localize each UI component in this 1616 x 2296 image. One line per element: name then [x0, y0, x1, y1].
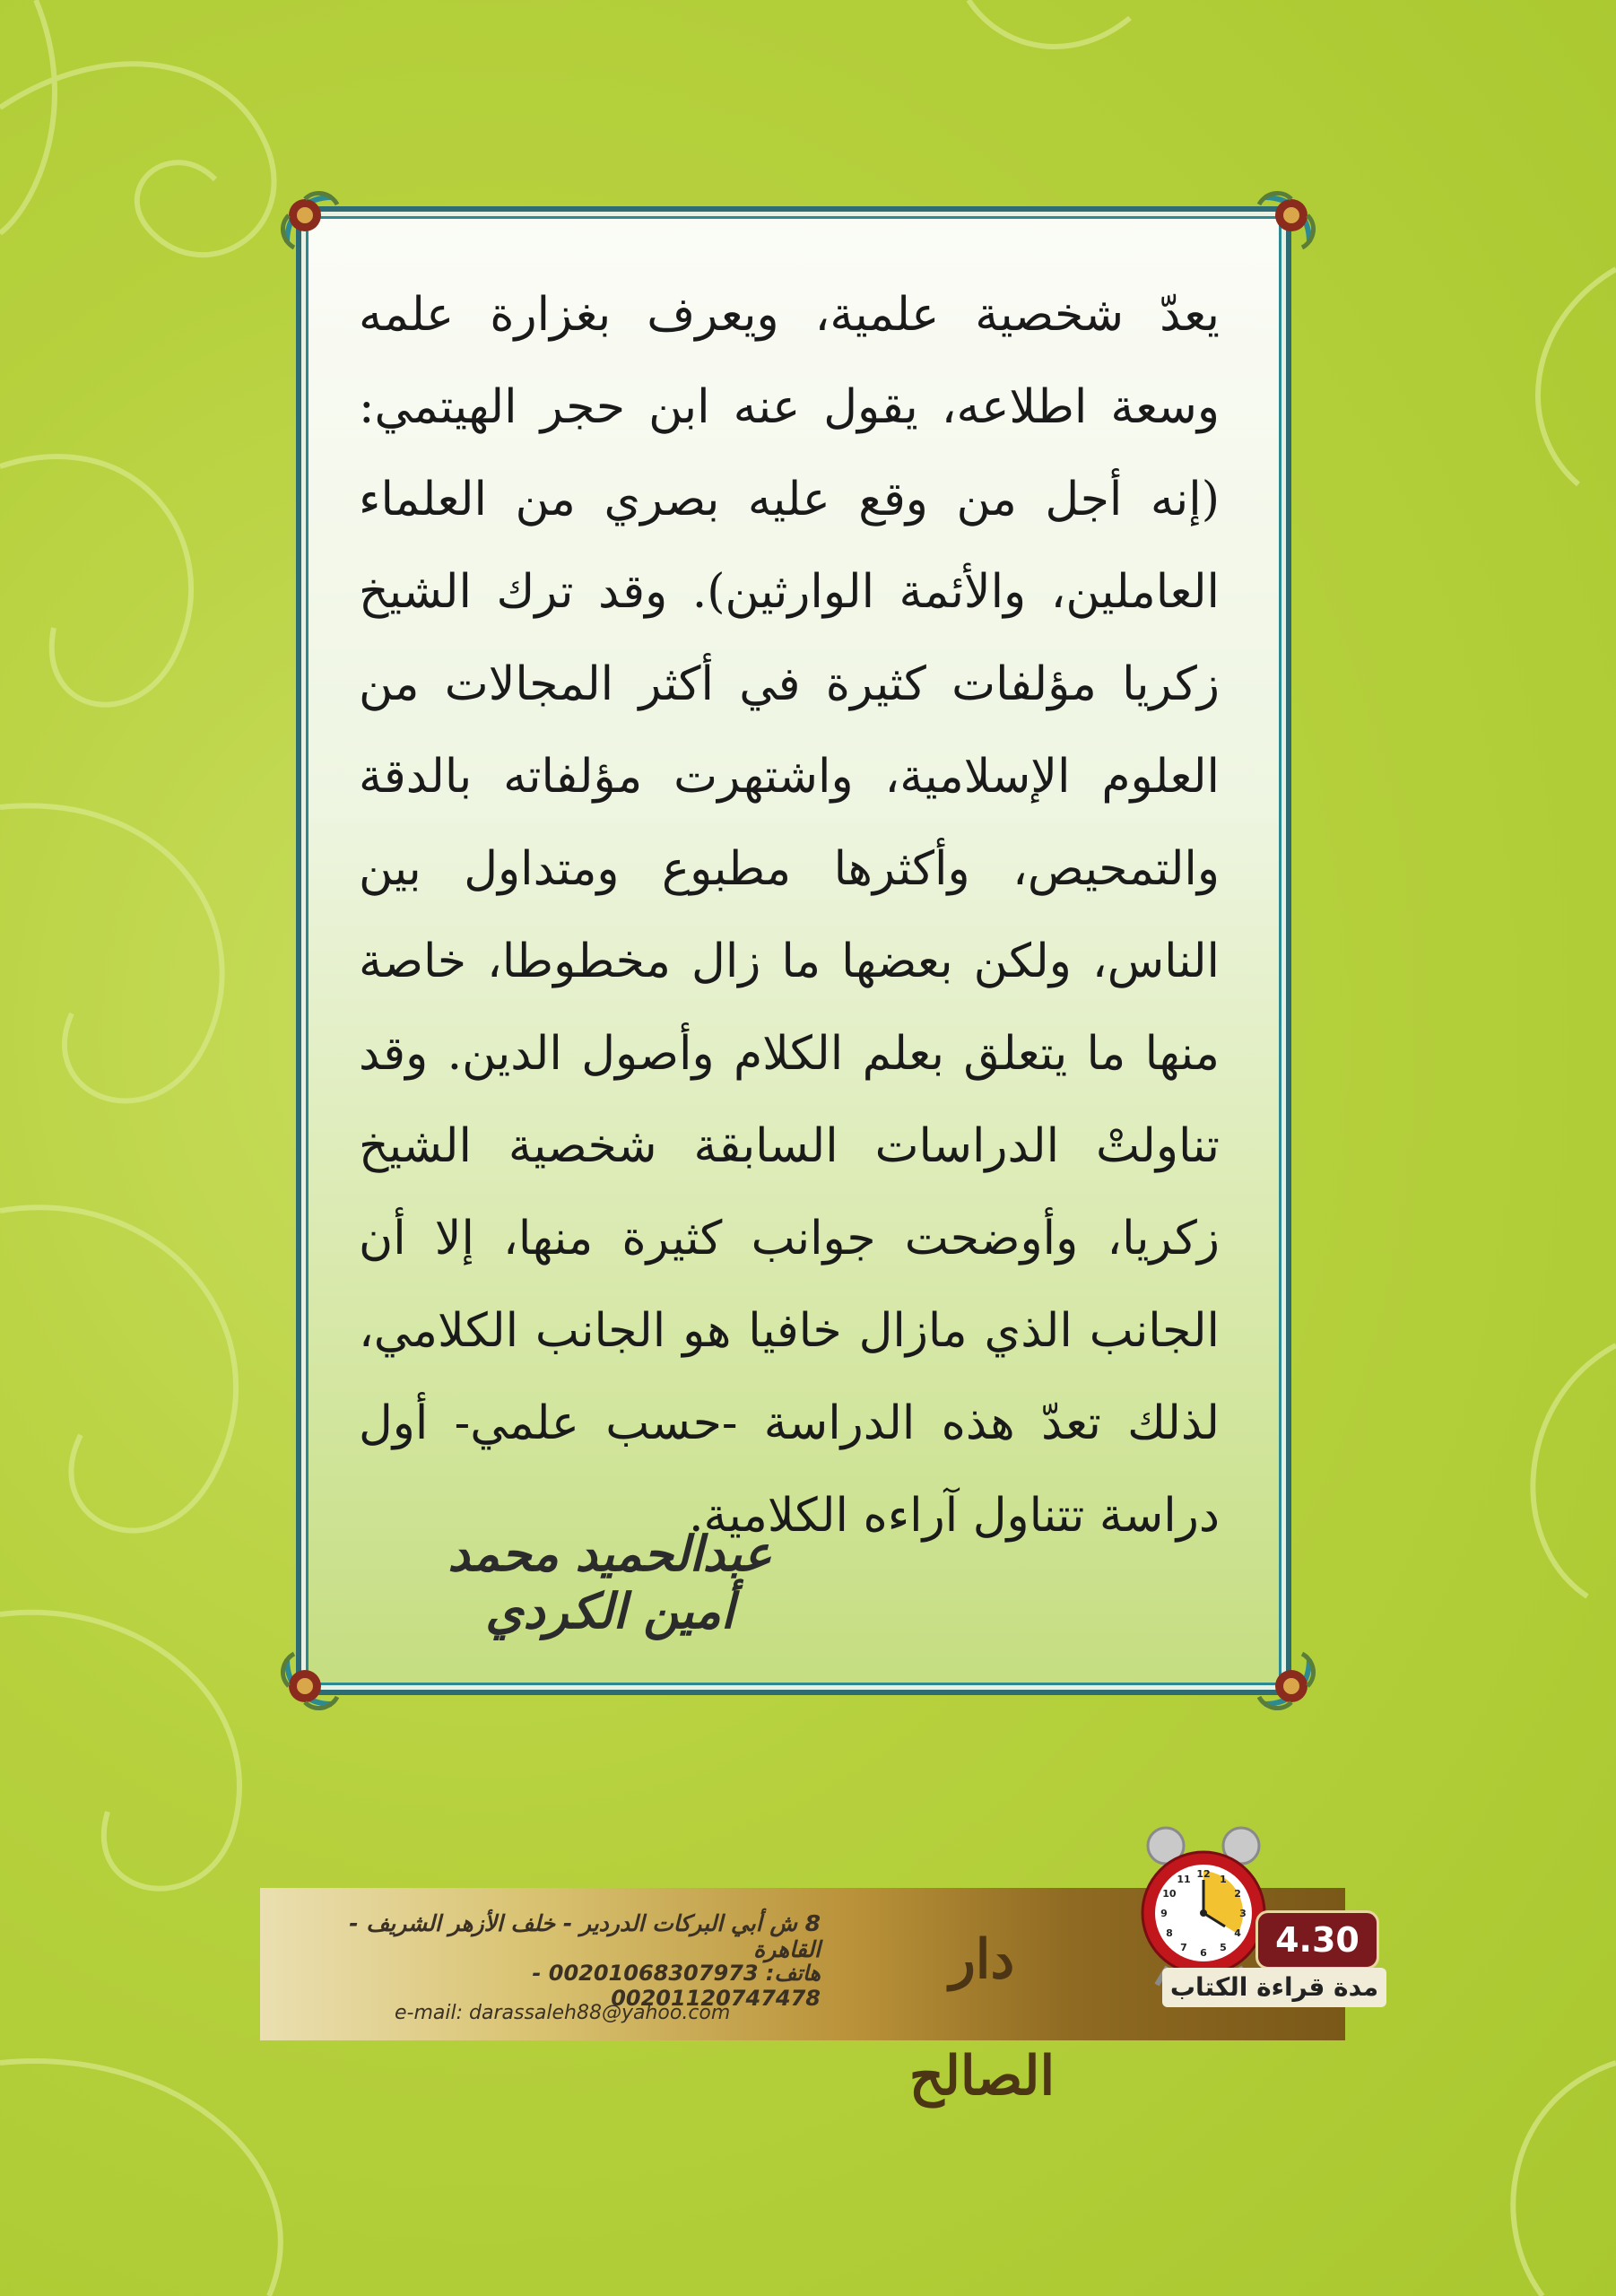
- clock-digit: 2: [1234, 1888, 1241, 1900]
- publisher-email: e-mail: darassaleh88@yahoo.com: [395, 2002, 731, 2024]
- alarm-clock-icon: [1132, 1819, 1275, 1989]
- clock-digit: 6: [1200, 1947, 1207, 1959]
- clock-digit: 7: [1180, 1942, 1187, 1954]
- reading-time-badge: 4.30: [1255, 1910, 1379, 1970]
- corner-ornament-top-right: [1211, 188, 1318, 296]
- author-signature: عبدالحميد محمد أمين الكردي: [447, 1525, 772, 1639]
- clock-digit: 5: [1220, 1942, 1227, 1954]
- corner-ornament-bottom-left: [278, 1605, 386, 1713]
- clock-digit: 8: [1166, 1927, 1173, 1939]
- publisher-address: 8 ش أبي البركات الدردير - خلف الأزهر الشريف - القاهرة: [349, 1910, 821, 1962]
- publisher-logo: دار الصالح: [908, 1928, 1056, 2108]
- clock-digit: 10: [1162, 1888, 1177, 1900]
- corner-ornament-bottom-right: [1211, 1605, 1318, 1713]
- reading-time-label: مدة قراءة الكتاب: [1162, 1968, 1386, 2007]
- body-paragraph: يعدّ شخصية علمية، ويعرف بغزارة علمه وسعة اطلاعه، يقول عنه ابن حجر الهيتمي: (إنه أجل من وقع عليه بصري من العلماء العاملين، والأئمة الوارثين). وقد ترك الشيخ زكريا مؤلفات كثيرة في أكثر المجالات من العلوم الإسلامية، واشتهرت مؤلفاته بالدقة والتمحيص، وأكثرها مطبوع ومتداول بين الناس، ولكن بعضها ما زال مخطوطا، خاصة منها ما يتعلق بعلم الكلام وأصول الدين. وقد تناولتْ الدراسات السابقة شخصية الشيخ زكريا، وأوضحت جوانب كثيرة منها، إلا أن الجانب الذي مازال خافيا هو الجانب الكلامي، لذلك تعدّ هذه الدراسة -حسب علمي- أول دراسة تتناول آراءه الكلامية.: [359, 288, 1220, 1543]
- clock-digit: 11: [1177, 1873, 1191, 1885]
- clock-digit: 4: [1234, 1927, 1241, 1939]
- clock-digit: 9: [1160, 1908, 1168, 1919]
- clock-digit: 12: [1196, 1868, 1211, 1880]
- clock-digit: 1: [1220, 1873, 1227, 1885]
- publisher-phones: هاتف: 00201068307973 - 00201120747478: [532, 1961, 821, 2011]
- clock-digit: 3: [1239, 1908, 1247, 1919]
